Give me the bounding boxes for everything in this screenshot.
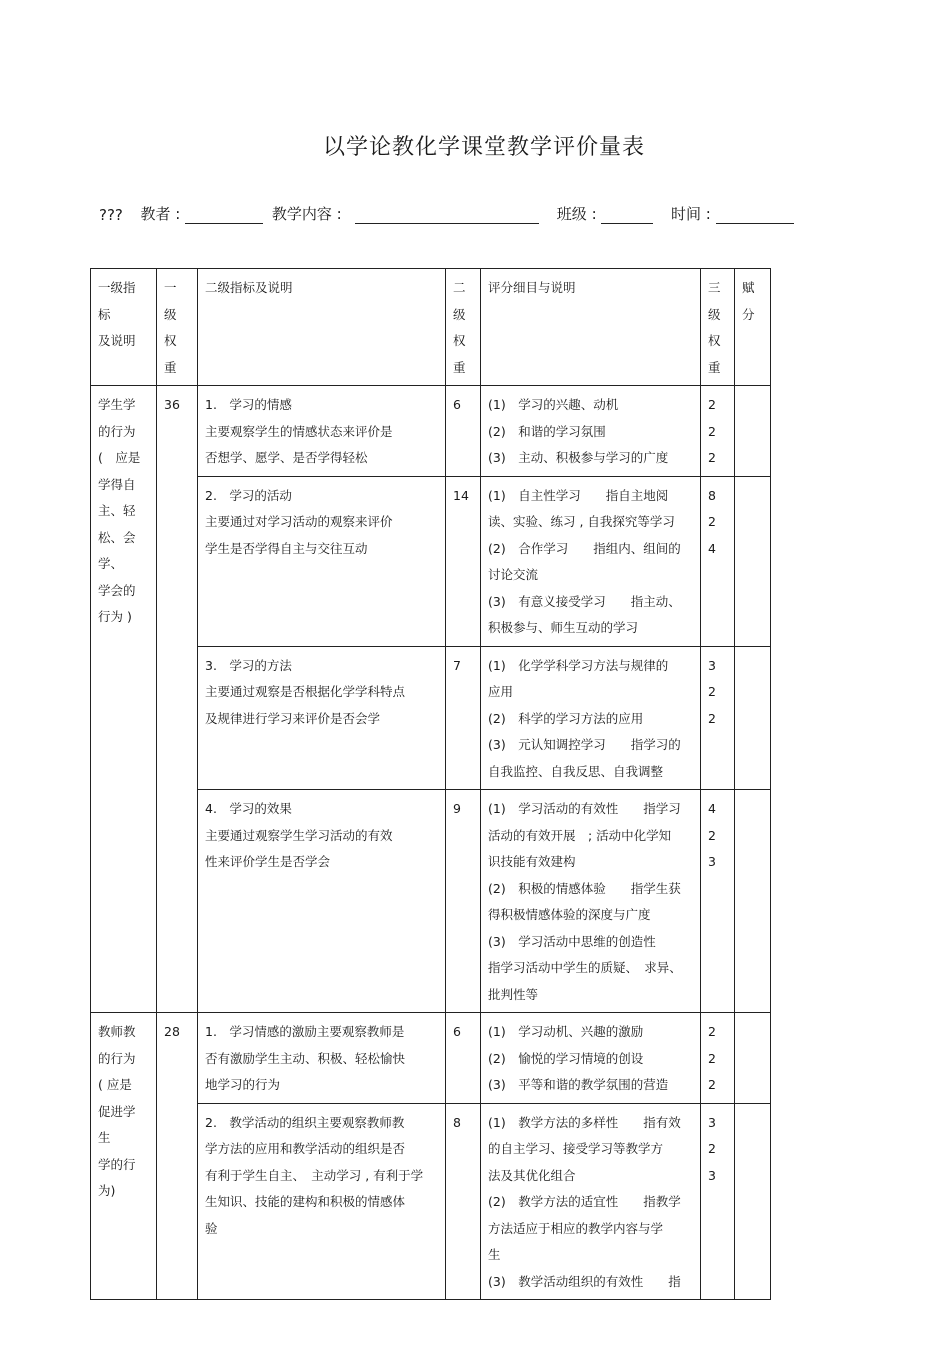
table-row bbox=[91, 386, 771, 477]
time-field[interactable] bbox=[716, 207, 794, 224]
level2-cell: 2. 教学活动的组织主要观察教师教 学方法的应用和教学活动的组织是否 有利于学生自主、 主动学习 , 有利于学 生知识、技能的建构和积极的情感体 验 bbox=[198, 1103, 446, 1300]
time-label: 时间 : bbox=[670, 205, 711, 223]
weight2-cell: 6 bbox=[446, 386, 481, 477]
content-label: 教学内容 : bbox=[271, 205, 342, 223]
score-cell[interactable] bbox=[735, 790, 771, 1013]
weight3-cell: 3 2 3 bbox=[701, 1103, 735, 1300]
page-title: 以学论教化学课堂教学评价量表 bbox=[322, 135, 645, 160]
header-score: 赋 分 bbox=[735, 269, 771, 386]
level2-cell: 1. 学习的情感 主要观察学生的情感状态来评价是 否想学、愿学、是否学得轻松 bbox=[198, 386, 446, 477]
level1-cell-student: 学生学 的行为 ( 应是 学得自 主、轻 松、会 学、 学会的 行为 ) bbox=[91, 386, 157, 1013]
level2-cell: 3. 学习的方法 主要通过观察是否根据化学学科特点 及规律进行学习来评价是否会学 bbox=[198, 646, 446, 790]
weight2-cell: 14 bbox=[446, 476, 481, 646]
table-header-row bbox=[91, 269, 771, 386]
header-weight1: 一 级 权 重 bbox=[157, 269, 198, 386]
detail-cell: (1) 学习活动的有效性 指学习 活动的有效开展 ; 活动中化学知 识技能有效建构 (2) 积极的情感体验 指学生获 得积极情感体验的深度与广度 (3) 学习活动中思维的创造性 指学习活动中学生的质疑、 求异、 批判性等 bbox=[481, 790, 701, 1013]
weight2-cell: 6 bbox=[446, 1013, 481, 1104]
detail-cell: (1) 教学方法的多样性 指有效 的自主学习、接受学习等教学方 法及其优化组合 (2) 教学方法的适宜性 指教学 方法适应于相应的教学内容与学 生 (3) 教学活动组织的有效性 指 bbox=[481, 1103, 701, 1300]
evaluation-table bbox=[90, 268, 771, 1300]
weight3-cell: 2 2 2 bbox=[701, 386, 735, 477]
weight2-cell: 9 bbox=[446, 790, 481, 1013]
weight3-cell: 3 2 2 bbox=[701, 646, 735, 790]
detail-cell: (1) 化学学科学习方法与规律的 应用 (2) 科学的学习方法的应用 (3) 元认知调控学习 指学习的 自我监控、自我反思、自我调整 bbox=[481, 646, 701, 790]
header-weight3: 三 级 权 重 bbox=[701, 269, 735, 386]
class-field[interactable] bbox=[601, 207, 653, 224]
weight2-cell: 8 bbox=[446, 1103, 481, 1300]
score-cell[interactable] bbox=[735, 476, 771, 646]
weight1-cell-student: 36 bbox=[157, 386, 198, 1013]
score-cell[interactable] bbox=[735, 386, 771, 477]
level2-cell: 4. 学习的效果 主要通过观察学生学习活动的有效 性来评价学生是否学会 bbox=[198, 790, 446, 1013]
level2-cell: 2. 学习的活动 主要通过对学习活动的观察来评价 学生是否学得自主与交往互动 bbox=[198, 476, 446, 646]
score-cell[interactable] bbox=[735, 646, 771, 790]
weight3-cell: 2 2 2 bbox=[701, 1013, 735, 1104]
level2-cell: 1. 学习情感的激励主要观察教师是 否有激励学生主动、积极、轻松愉快 地学习的行为 bbox=[198, 1013, 446, 1104]
detail-cell: (1) 学习的兴趣、动机 (2) 和谐的学习氛围 (3) 主动、积极参与学习的广度 bbox=[481, 386, 701, 477]
weight3-cell: 4 2 3 bbox=[701, 790, 735, 1013]
header-level1: 一级指 标 及说明 bbox=[91, 269, 157, 386]
score-cell[interactable] bbox=[735, 1013, 771, 1104]
class-label: 班级 : bbox=[556, 205, 597, 223]
weight3-cell: 8 2 4 bbox=[701, 476, 735, 646]
content-field[interactable] bbox=[355, 207, 539, 224]
score-cell[interactable] bbox=[735, 1103, 771, 1300]
level1-cell-teacher: 教师教 的行为 ( 应是 促进学 生 学的行 为) bbox=[91, 1013, 157, 1300]
teacher-field[interactable] bbox=[185, 207, 263, 224]
header-weight2: 二 级 权 重 bbox=[446, 269, 481, 386]
table-row bbox=[91, 1013, 771, 1104]
detail-cell: (1) 自主性学习 指自主地阅 读、实验、练习 , 自我探究等学习 (2) 合作学习 指组内、组间的 讨论交流 (3) 有意义接受学习 指主动、 积极参与、师生互动的学习 bbox=[481, 476, 701, 646]
teacher-label: 教者 : bbox=[140, 205, 181, 223]
header-detail: 评分细目与说明 bbox=[481, 269, 701, 386]
weight2-cell: 7 bbox=[446, 646, 481, 790]
header-level2: 二级指标及说明 bbox=[198, 269, 446, 386]
header-fields bbox=[99, 203, 798, 224]
weight1-cell-teacher: 28 bbox=[157, 1013, 198, 1300]
detail-cell: (1) 学习动机、兴趣的激励 (2) 愉悦的学习情境的创设 (3) 平等和谐的教学氛围的营造 bbox=[481, 1013, 701, 1104]
header-prefix: ??? bbox=[99, 206, 123, 224]
